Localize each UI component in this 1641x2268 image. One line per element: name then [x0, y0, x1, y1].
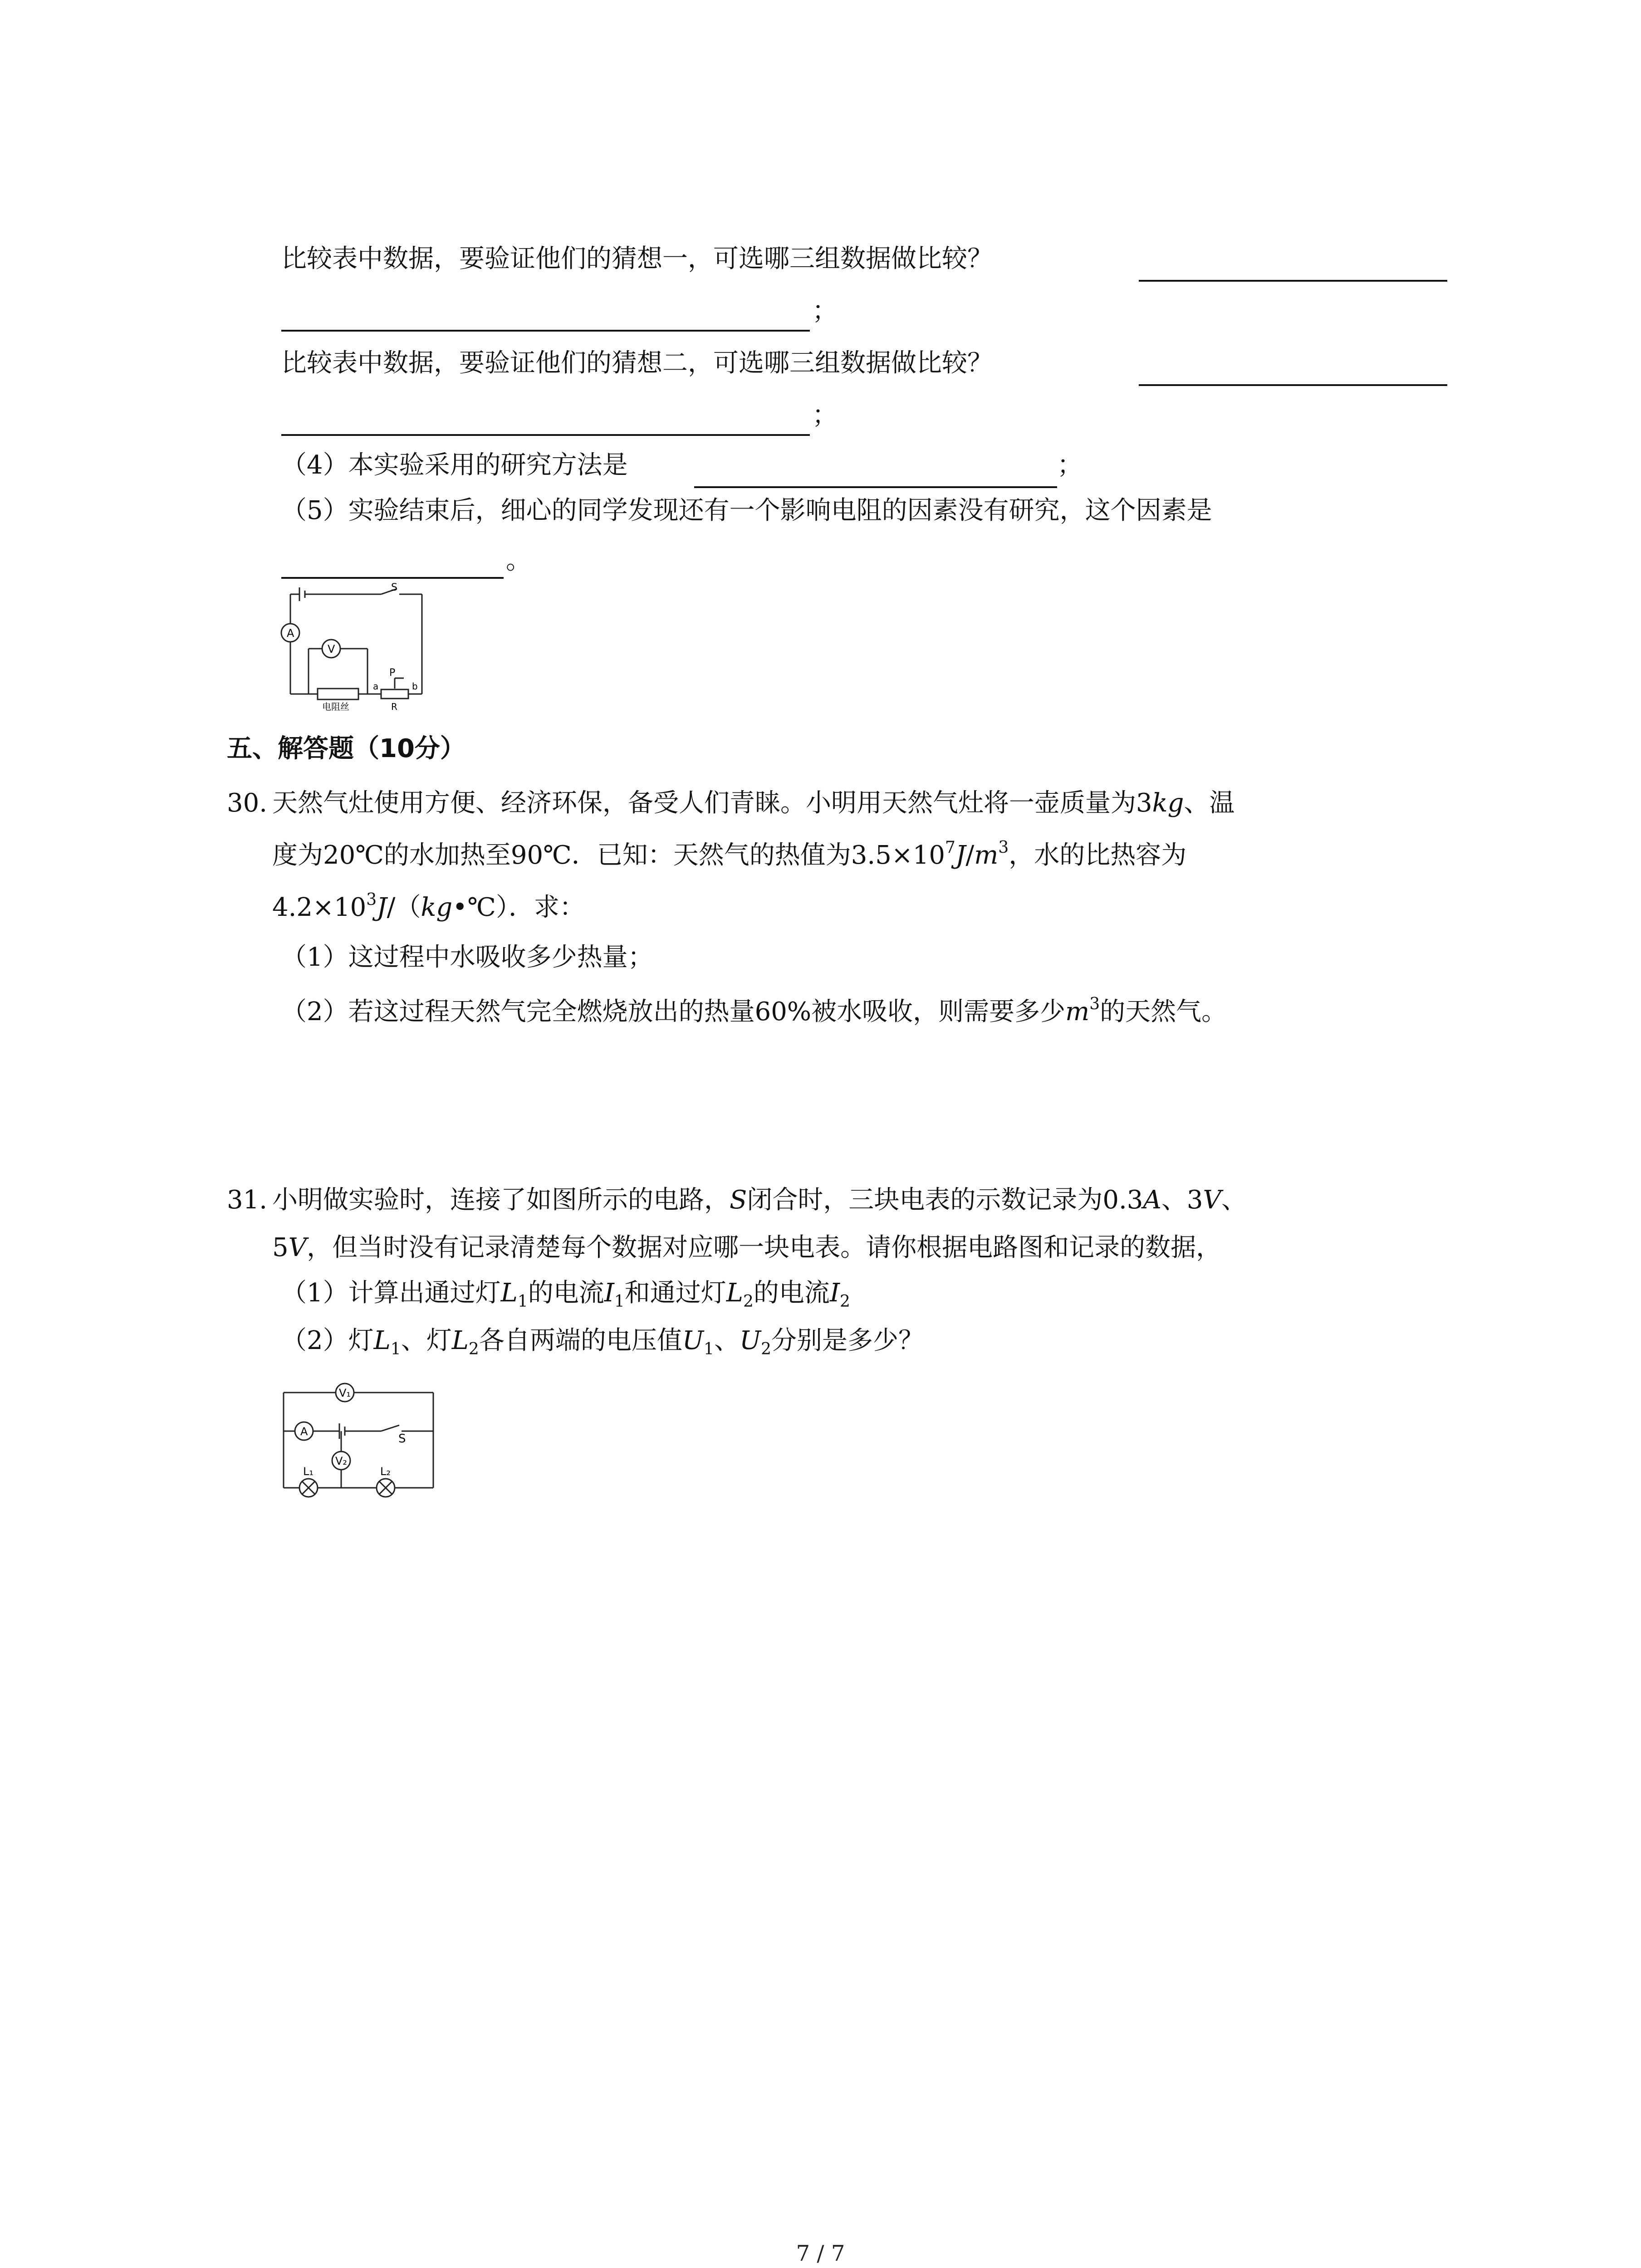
q29-period: 。: [506, 546, 531, 575]
q30-sub1: （1）这过程中水吸收多少热量；: [281, 943, 653, 972]
q30-number: 30.: [227, 788, 268, 818]
q29-item5: [281, 494, 1212, 527]
q29-item5-text: （5）实验结束后，细心的同学发现还有一个影响电阻的因素没有研究，这个因素是: [281, 496, 1212, 525]
q29-compare1-text: 比较表中数据，要验证他们的猜想一，可选哪三组数据做比较？: [281, 244, 993, 274]
q31-sub1: （1）计算出通过灯$L_1$的电流$I_1$和通过灯$L_2$的电流$I_2$: [281, 1278, 850, 1311]
q29-label-pa: a: [373, 681, 379, 692]
q29-compare2-text: 比较表中数据，要验证他们的猜想二，可选哪三组数据做比较？: [281, 348, 993, 378]
q29-item5-blank[interactable]: [281, 553, 504, 579]
q29-label-r: R: [391, 701, 397, 712]
q30-sub2: （2）若这过程天然气完全燃烧放出的热量60%被水吸收，则需要多少$m^3$的天然气。: [281, 995, 1227, 1026]
q31-line1: 31. 小明做实验时，连接了如图所示的电路，S闭合时，三块电表的示数记录为0.3A、3V、: [227, 1184, 1247, 1217]
q29-label-wire: 电阻丝: [322, 701, 349, 712]
q29-compare1-blank-b[interactable]: [281, 306, 810, 332]
q31-number: 31.: [227, 1185, 268, 1215]
q29-item4-blank[interactable]: [694, 463, 1057, 488]
q31-label-v1: V₁: [339, 1387, 351, 1399]
q29-compare1-line: [281, 243, 993, 275]
q29-compare1-blank-a[interactable]: [1139, 256, 1447, 282]
q31-label-a: A: [300, 1425, 308, 1438]
q31-lamp1-icon: [299, 1479, 318, 1497]
q30-line3: $4.2\times 10^3J/(kg•℃)$．求：: [272, 890, 585, 922]
q29-label-s: S: [391, 582, 397, 593]
q29-item4: [281, 449, 628, 482]
q31-line2: 5V，但当时没有记录清楚每个数据对应哪一块电表。请你根据电路图和记录的数据，: [272, 1233, 1222, 1262]
q29-label-pb: b: [412, 681, 418, 692]
q31-sub2: （2）灯$L_1$、灯$L_2$各自两端的电压值$U_1$、$U_2$分别是多少？: [281, 1326, 924, 1359]
q31-label-l1: L₁: [303, 1465, 314, 1478]
q29-semicolon-2: ；: [812, 401, 838, 430]
q31-label-s: S: [398, 1432, 406, 1446]
q30-line1: 30. 天然气灶使用方便、经济环保，备受人们青睐。小明用天然气灶将一壶质量为3kg、温: [227, 787, 1234, 820]
q29-semicolon-3: ；: [1057, 450, 1083, 480]
q29-item4-text: （4）本实验采用的研究方法是: [281, 450, 628, 480]
page-number: 7 / 7: [796, 2241, 845, 2266]
q31-circuit-diagram: [272, 1374, 445, 1501]
q29-semicolon-1: ；: [812, 296, 838, 326]
q29-compare2-blank-b[interactable]: [281, 411, 810, 436]
q31-lamp2-icon: [377, 1479, 395, 1497]
section5-title: 五、解答题（10分）: [227, 734, 465, 763]
q31-label-v2: V₂: [335, 1455, 348, 1467]
q30-line2: 度为20℃的水加热至90℃．已知：天然气的热值为$3.5\times 10^7J/m^3$，水的比热容为: [272, 838, 1187, 870]
q29-label-p: P: [389, 667, 396, 679]
q29-label-v: V: [328, 643, 335, 655]
q29-label-a: A: [287, 627, 294, 640]
q29-compare2-line: [281, 347, 993, 380]
q29-circuit-diagram: [272, 581, 445, 712]
q29-compare2-blank-a[interactable]: [1139, 361, 1447, 386]
q31-label-l2: L₂: [380, 1465, 391, 1478]
